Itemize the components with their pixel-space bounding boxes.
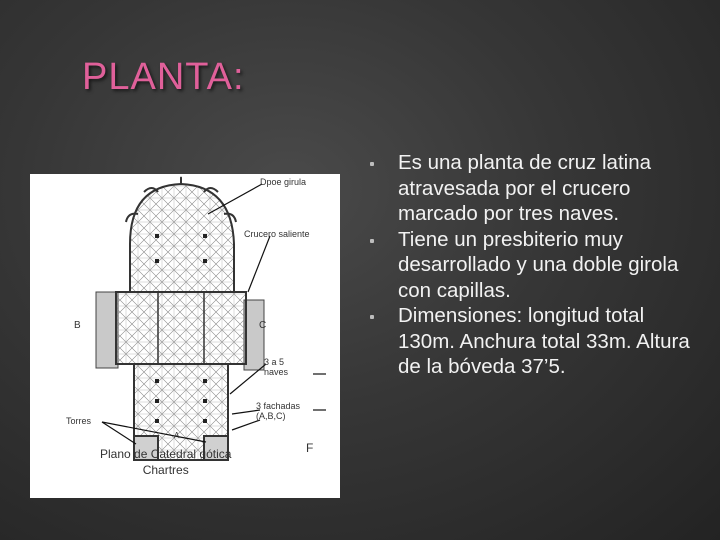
bullet-list xyxy=(368,150,698,380)
bullet-item xyxy=(368,303,698,380)
transept xyxy=(116,292,246,364)
bullet-item xyxy=(368,150,698,227)
label-torres: Torres xyxy=(66,416,92,426)
bullet-item xyxy=(368,227,698,304)
label-doble-girola: Dpoe girula xyxy=(260,177,307,187)
slide-title: PLANTA: xyxy=(82,56,245,98)
bullet-text: Es una planta de cruz latina atravesada por el crucero marcado por tres naves. xyxy=(398,151,651,225)
cathedral-floor-plan xyxy=(30,174,340,498)
apse xyxy=(130,184,234,292)
label-b: B xyxy=(74,320,81,331)
label-a: A xyxy=(174,431,180,440)
bullet-text: Dimensiones: longitud total 130m. Anchura total 33m. Altura de la bóveda 37’5. xyxy=(398,304,690,378)
label-c: C xyxy=(259,320,267,331)
label-tres-naves: 3 a 5 naves xyxy=(264,357,289,377)
label-crucero-saliente: Crucero saliente xyxy=(244,229,310,239)
label-f: F xyxy=(306,441,314,455)
bullet-square-icon xyxy=(370,162,374,166)
bullet-square-icon xyxy=(370,239,374,243)
north-porch xyxy=(96,292,118,368)
plan-caption: Plano de Catedral gótica Chartres xyxy=(100,447,232,478)
label-tres-fachadas: 3 fachadas (A,B,C) xyxy=(256,401,301,421)
bullet-square-icon xyxy=(370,315,374,319)
bullet-text: Tiene un presbiterio muy desarrollado y una doble girola con capillas. xyxy=(398,227,679,302)
